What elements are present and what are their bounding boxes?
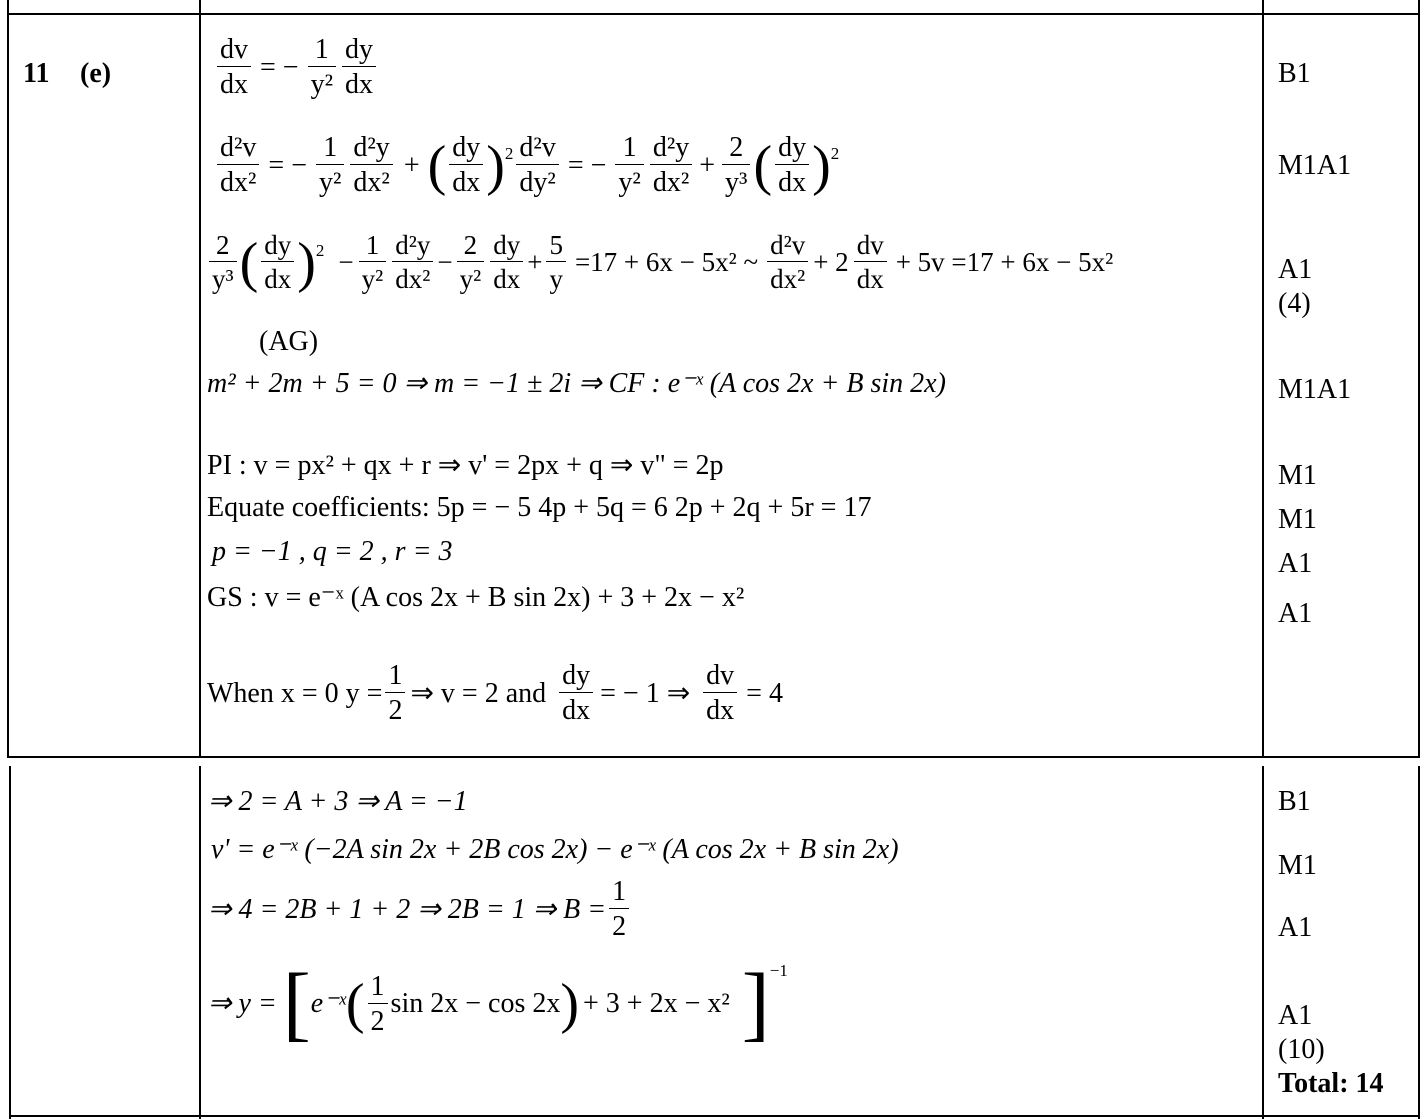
table-row-bottom-border [7,756,1420,758]
mark-a1-pqr: A1 [1278,548,1313,579]
mark-subtotal-10: (10) [1278,1034,1325,1065]
mark-m1a1-aux: M1A1 [1278,374,1352,405]
mark-a1-final: A1 [1278,1000,1313,1031]
table-page-bottom-border [9,1115,1420,1117]
mark-total: Total: 14 [1278,1068,1384,1099]
auxiliary-equation: m² + 2m + 5 = 0 ⇒ m = −1 ± 2i ⇒ CF : e⁻ˣ (A cos 2x + B sin 2x) [207,368,946,399]
table-border-col1-top [199,0,201,757]
table-border-right-bottom [1418,766,1420,1119]
equation-d2vdx2: $\frac{\text{d²v}}{\text{dx²}}$ = − $\frac{1}{\text{y²}}$ $\frac{\text{d²y}}{\text{dx²}}$ + ( $\frac{dy}{dx}$ ) 2 $\frac{\text{d²v}}{\text{dy²}}$ = − $\frac{1}{\text{y²}}$ $\frac{\text{d²y}}{\text{dx²}}$ + $\frac{2}{\text{y³}}$ ( $\frac{dy}{dx}$ ) 2 [214,134,839,197]
table-row-top-border [7,13,1420,15]
pqr-values: p = −1 , q = 2 , r = 3 [212,536,453,567]
mark-m1-pi: M1 [1278,460,1317,491]
mark-m1-equate: M1 [1278,504,1317,535]
table-border-left-bottom [9,766,11,1119]
initial-conditions: When x = 0 y = $\frac{1}{2}$ ⇒ v = 2 and $\frac{dy}{dx}$ = − 1 ⇒ $\frac{dv}{dx}$ = 4 [207,660,783,726]
table-border-col2-top [1262,0,1264,757]
final-solution: ⇒ y = [ e⁻ˣ ( $\frac{1}{2}$ sin 2x − cos 2x ) + 3 + 2x − x² ] −1 [208,957,788,1050]
table-border-col1-bottom [199,766,201,1119]
general-solution: GS : v = e⁻ˣ (A cos 2x + B sin 2x) + 3 + 2x − x² [207,582,745,613]
mark-subtotal-4: (4) [1278,288,1311,319]
table-border-col2-bottom [1262,766,1264,1119]
mark-a1-gs: A1 [1278,598,1313,629]
mark-m1-vprime: M1 [1278,850,1317,881]
mark-a1-b: A1 [1278,912,1313,943]
mark-b1: B1 [1278,58,1311,89]
mark-b1-a: B1 [1278,786,1311,817]
solve-b: ⇒ 4 = 2B + 1 + 2 ⇒ 2B = 1 ⇒ B = $\frac{1}{2}$ [208,878,632,941]
equation-dvdx: $\frac{dv}{dx}$ = − $\frac{1}{\text{y²}}$ $\frac{dy}{dx}$ [214,36,379,99]
table-border-left-top [7,0,9,757]
particular-integral: PI : v = px² + qx + r ⇒ v' = 2px + q ⇒ v" = 2p [207,450,724,481]
question-number: 11 [23,58,50,89]
equation-substitution: $\frac{2}{\text{y³}}$ ( $\frac{dy}{dx}$ ) 2 − $\frac{1}{\text{y²}}$ $\frac{\text{d²y}}{\text{dx²}}$ − $\frac{2}{\text{y²}}$ $\frac{dy}{dx}$ + $\frac{5}{y}$ =17 + 6x − 5x² ~ $\frac{\text{d²v}}{\text{dx²}}$ + 2 $\frac{dv}{dx}$ + 5v =17 + 6x − 5x² [206,232,1113,293]
question-part: (e) [80,58,112,89]
mark-a1: A1 [1278,254,1313,285]
equate-coefficients: Equate coefficients: 5p = − 5 4p + 5q = 6 2p + 2q + 5r = 17 [207,492,872,523]
table-border-right-top [1418,0,1420,757]
mark-m1a1: M1A1 [1278,150,1352,181]
solve-a: ⇒ 2 = A + 3 ⇒ A = −1 [208,786,468,817]
v-prime: v' = e⁻ˣ (−2A sin 2x + 2B cos 2x) − e⁻ˣ (A cos 2x + B sin 2x) [211,834,899,865]
answer-given-label: (AG) [259,326,319,357]
